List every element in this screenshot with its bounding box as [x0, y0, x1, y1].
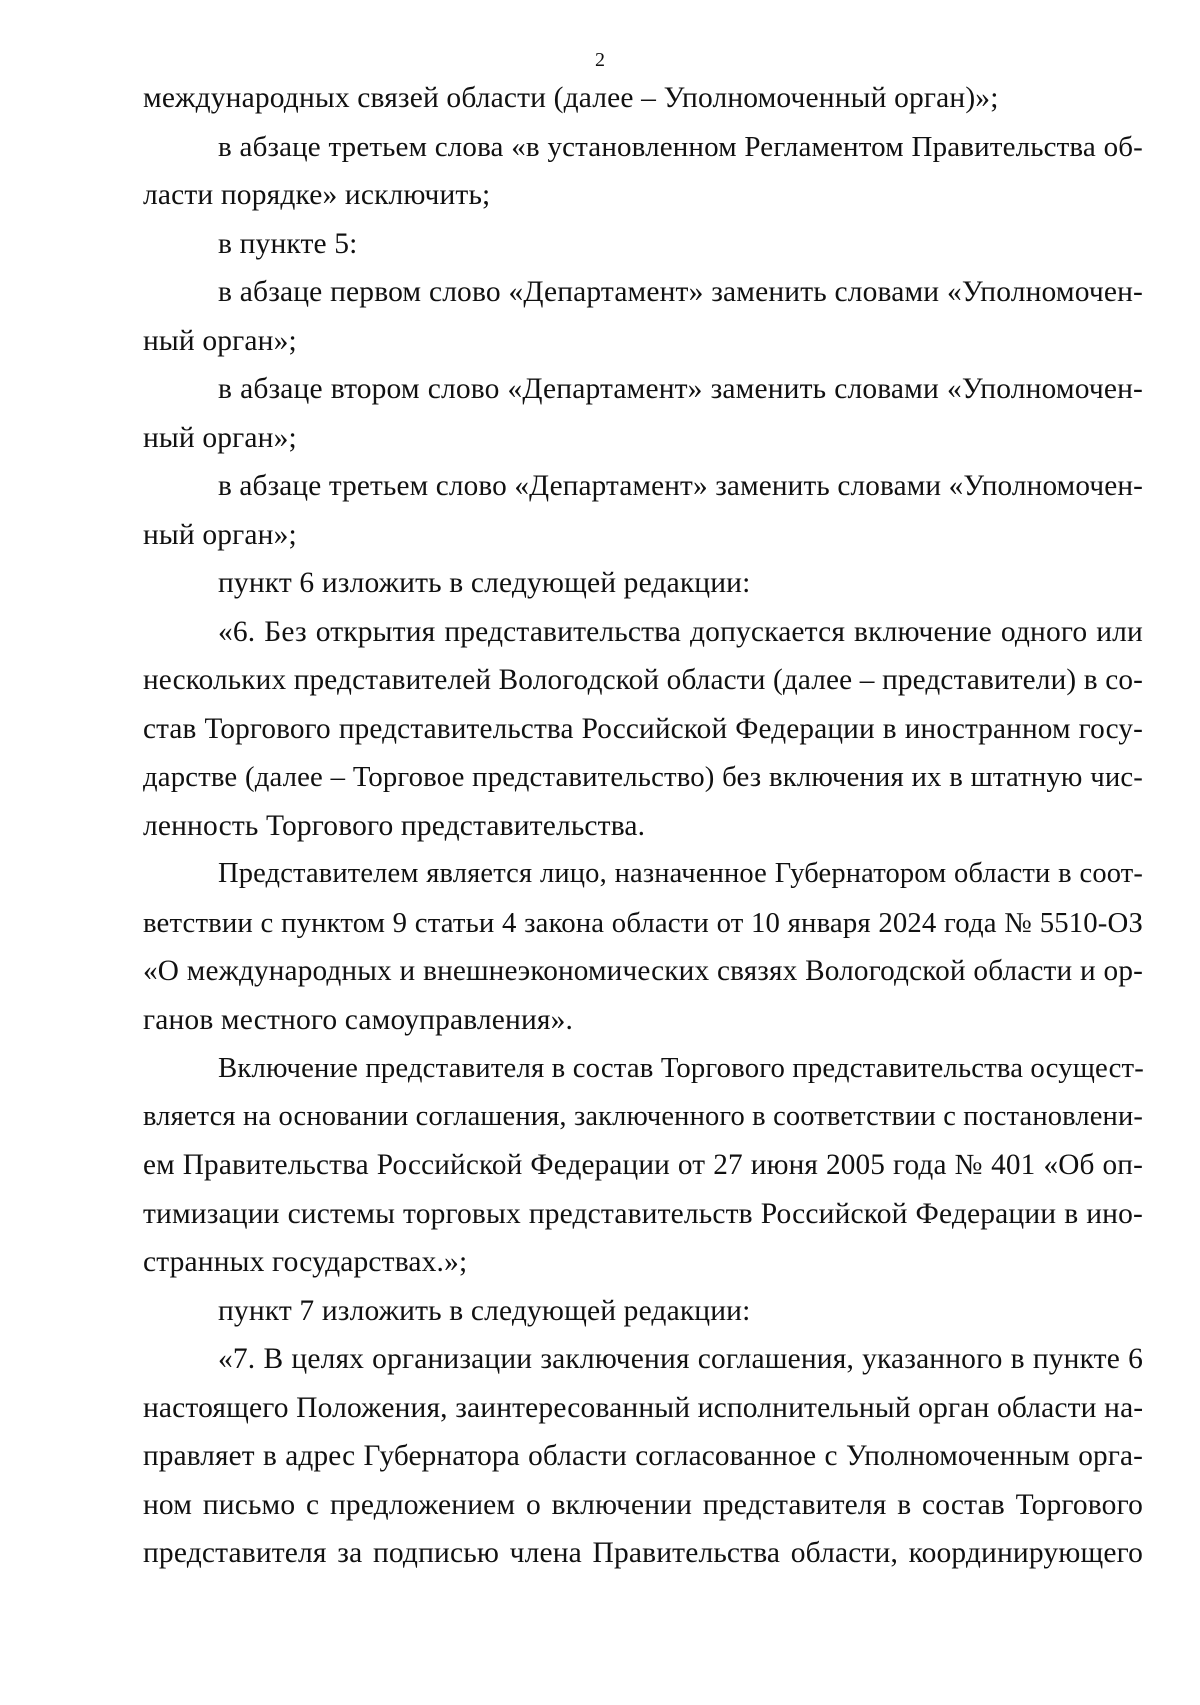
page-number: 2 — [595, 49, 605, 71]
text-line: дарстве (далее – Торговое представительство) без включения их в штатную чис- — [143, 761, 1143, 793]
text-line: став Торгового представительства Российской Федерации в иностранном госу- — [143, 712, 1143, 745]
text-line: «7. В целях организации заключения соглашения, указанного в пункте 6 — [218, 1343, 1143, 1375]
text-line: ный орган»; — [143, 518, 297, 551]
text-line: Представителем является лицо, назначенное Губернатором области в соот- — [218, 858, 1143, 889]
text-line: настоящего Положения, заинтересованный исполнительный орган области на- — [143, 1391, 1144, 1424]
text-line: правляет в адрес Губернатора области согласованное с Уполномоченным орга- — [143, 1440, 1143, 1472]
text-line: тимизации системы торговых представительств Российской Федерации в ино- — [143, 1197, 1143, 1230]
text-line: в абзаце третьем слова «в установленном Регламентом Правительства об- — [218, 130, 1143, 163]
text-line: странных государствах.»; — [143, 1246, 468, 1278]
text-line: ласти порядке» исключить; — [143, 179, 491, 211]
document-body — [143, 74, 1143, 1578]
text-line: нескольких представителей Вологодской области (далее – представители) в со- — [143, 664, 1143, 696]
text-line: в абзаце третьем слово «Департамент» заменить словами «Уполномочен- — [218, 470, 1144, 502]
text-line: в пункте 5: — [218, 227, 358, 260]
text-line: ем Правительства Российской Федерации от 27 июня 2005 года № 401 «Об оп- — [143, 1149, 1143, 1181]
text-line: в абзаце втором слово «Департамент» заменить словами «Уполномочен- — [218, 373, 1143, 405]
text-line: вляется на основании соглашения, заключенного в соответствии с постановлени- — [143, 1100, 1143, 1132]
text-line: в абзаце первом слово «Департамент» заменить словами «Уполномочен- — [218, 276, 1143, 308]
text-line: ветствии с пунктом 9 статьи 4 закона области от 10 января 2024 года № 5510-ОЗ — [143, 906, 1143, 939]
text-line: «О международных и внешнеэкономических связях Вологодской области и ор- — [143, 955, 1143, 987]
text-line: ный орган»; — [143, 324, 297, 357]
text-line: ганов местного самоуправления». — [143, 1003, 574, 1036]
text-line: ный орган»; — [143, 421, 297, 454]
text-line: международных связей области (далее – Уполномоченный орган)»; — [143, 82, 999, 114]
text-line: ленность Торгового представительства. — [143, 809, 646, 842]
text-line: ном письмо с предложением о включении представителя в состав Торгового — [143, 1488, 1143, 1521]
text-line: Включение представителя в состав Торгового представительства осущест- — [218, 1052, 1144, 1084]
text-line: «6. Без открытия представительства допускается включение одного или — [218, 615, 1143, 648]
text-line: представителя за подписью члена Правительства области, координирующего — [143, 1537, 1143, 1569]
text-line: пункт 7 изложить в следующей редакции: — [218, 1294, 751, 1327]
text-line: пункт 6 изложить в следующей редакции: — [218, 567, 751, 599]
